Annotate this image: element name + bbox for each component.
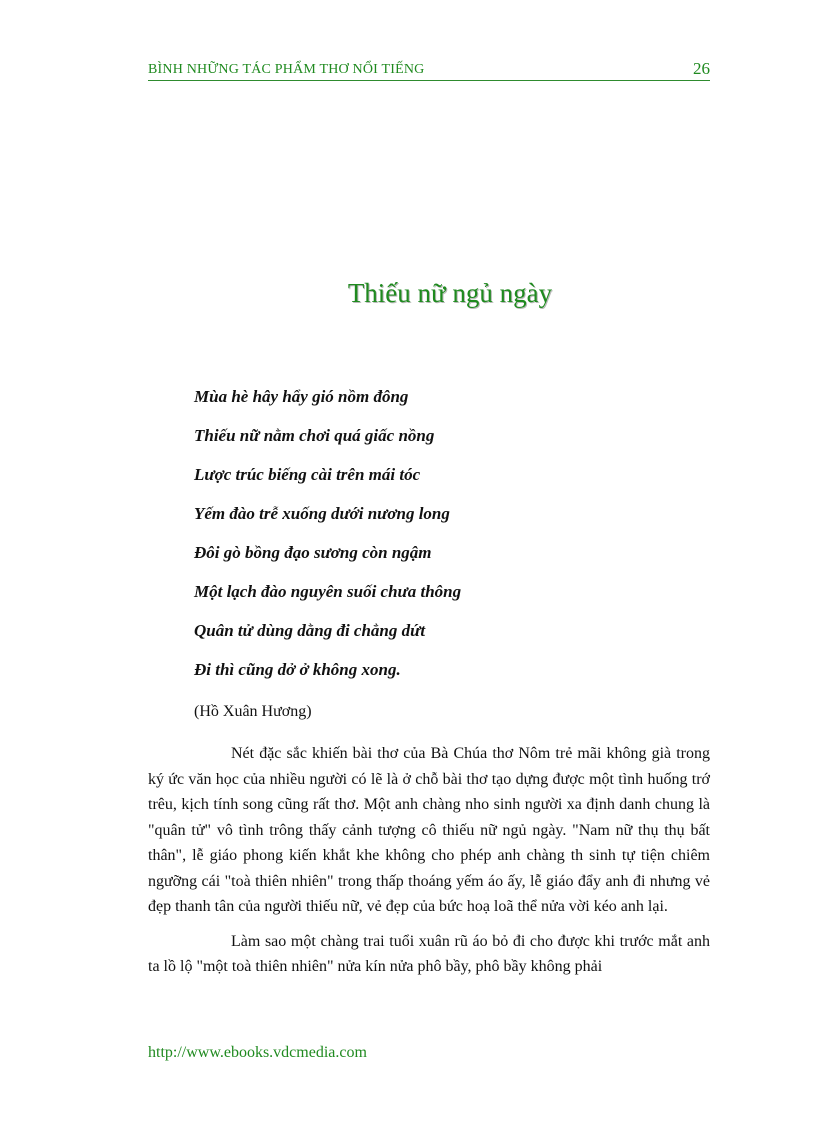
poem-line: Đi thì cũng dở ở không xong. xyxy=(194,660,401,679)
poem-line: Yếm đào trễ xuống dưới nương long xyxy=(194,504,450,523)
poem-title: Thiếu nữ ngủ ngày xyxy=(347,278,553,308)
footer-url-link[interactable]: http://www.ebooks.vdcmedia.com xyxy=(148,1044,367,1061)
poem-line: Mùa hè hây hẩy gió nồm đông xyxy=(194,387,409,406)
poem-line: Thiếu nữ nằm chơi quá giấc nồng xyxy=(194,426,435,445)
running-header-title: BÌNH NHỮNG TÁC PHẨM THƠ NỔI TIẾNG xyxy=(148,62,425,77)
poem-line: Quân tử dùng dằng đi chẳng dứt xyxy=(194,621,426,640)
poem-line: Một lạch đào nguyên suối chưa thông xyxy=(194,582,462,601)
poem-line: Lược trúc biếng cài trên mái tóc xyxy=(194,465,421,484)
commentary-paragraph: Làm sao một chàng trai tuổi xuân rũ áo bỏ đi cho được khi trước mắt anh ta lồ lộ "một toà thiên nhiên" nửa kín nửa phô bầy, phô bầy không phải xyxy=(148,932,710,975)
poem-line: Đôi gò bồng đạo sương còn ngậm xyxy=(194,543,432,562)
poem-author: (Hồ Xuân Hương) xyxy=(194,703,312,720)
page-number: 26 xyxy=(693,59,710,78)
commentary-paragraph: Nét đặc sắc khiến bài thơ của Bà Chúa thơ Nôm trẻ mãi không già trong ký ức văn học của nhiều người có lẽ là ở chỗ bài thơ tạo dựng được một tình huống trớ trêu, kịch tính song cũng rất thơ. Một anh chàng nho sinh người xa định danh chung là "quân tử" vô tình trông thấy cảnh tượng cô thiếu nữ ngủ ngày. "Nam nữ thụ thụ bất thân", lễ giáo phong kiến khắt khe không cho phép anh chàng th sinh tự tiện chiêm ngưỡng cái "toà thiên nhiên" trong thấp thoáng yếm áo ấy, lễ giáo đẩy anh đi nhưng vẻ đẹp thanh tân của người thiếu nữ, vẻ đẹp của bức hoạ loã thể nửa vời kéo anh lại. xyxy=(148,745,710,915)
running-header xyxy=(148,60,710,81)
commentary-body xyxy=(148,741,710,989)
poem-verses xyxy=(194,384,461,696)
